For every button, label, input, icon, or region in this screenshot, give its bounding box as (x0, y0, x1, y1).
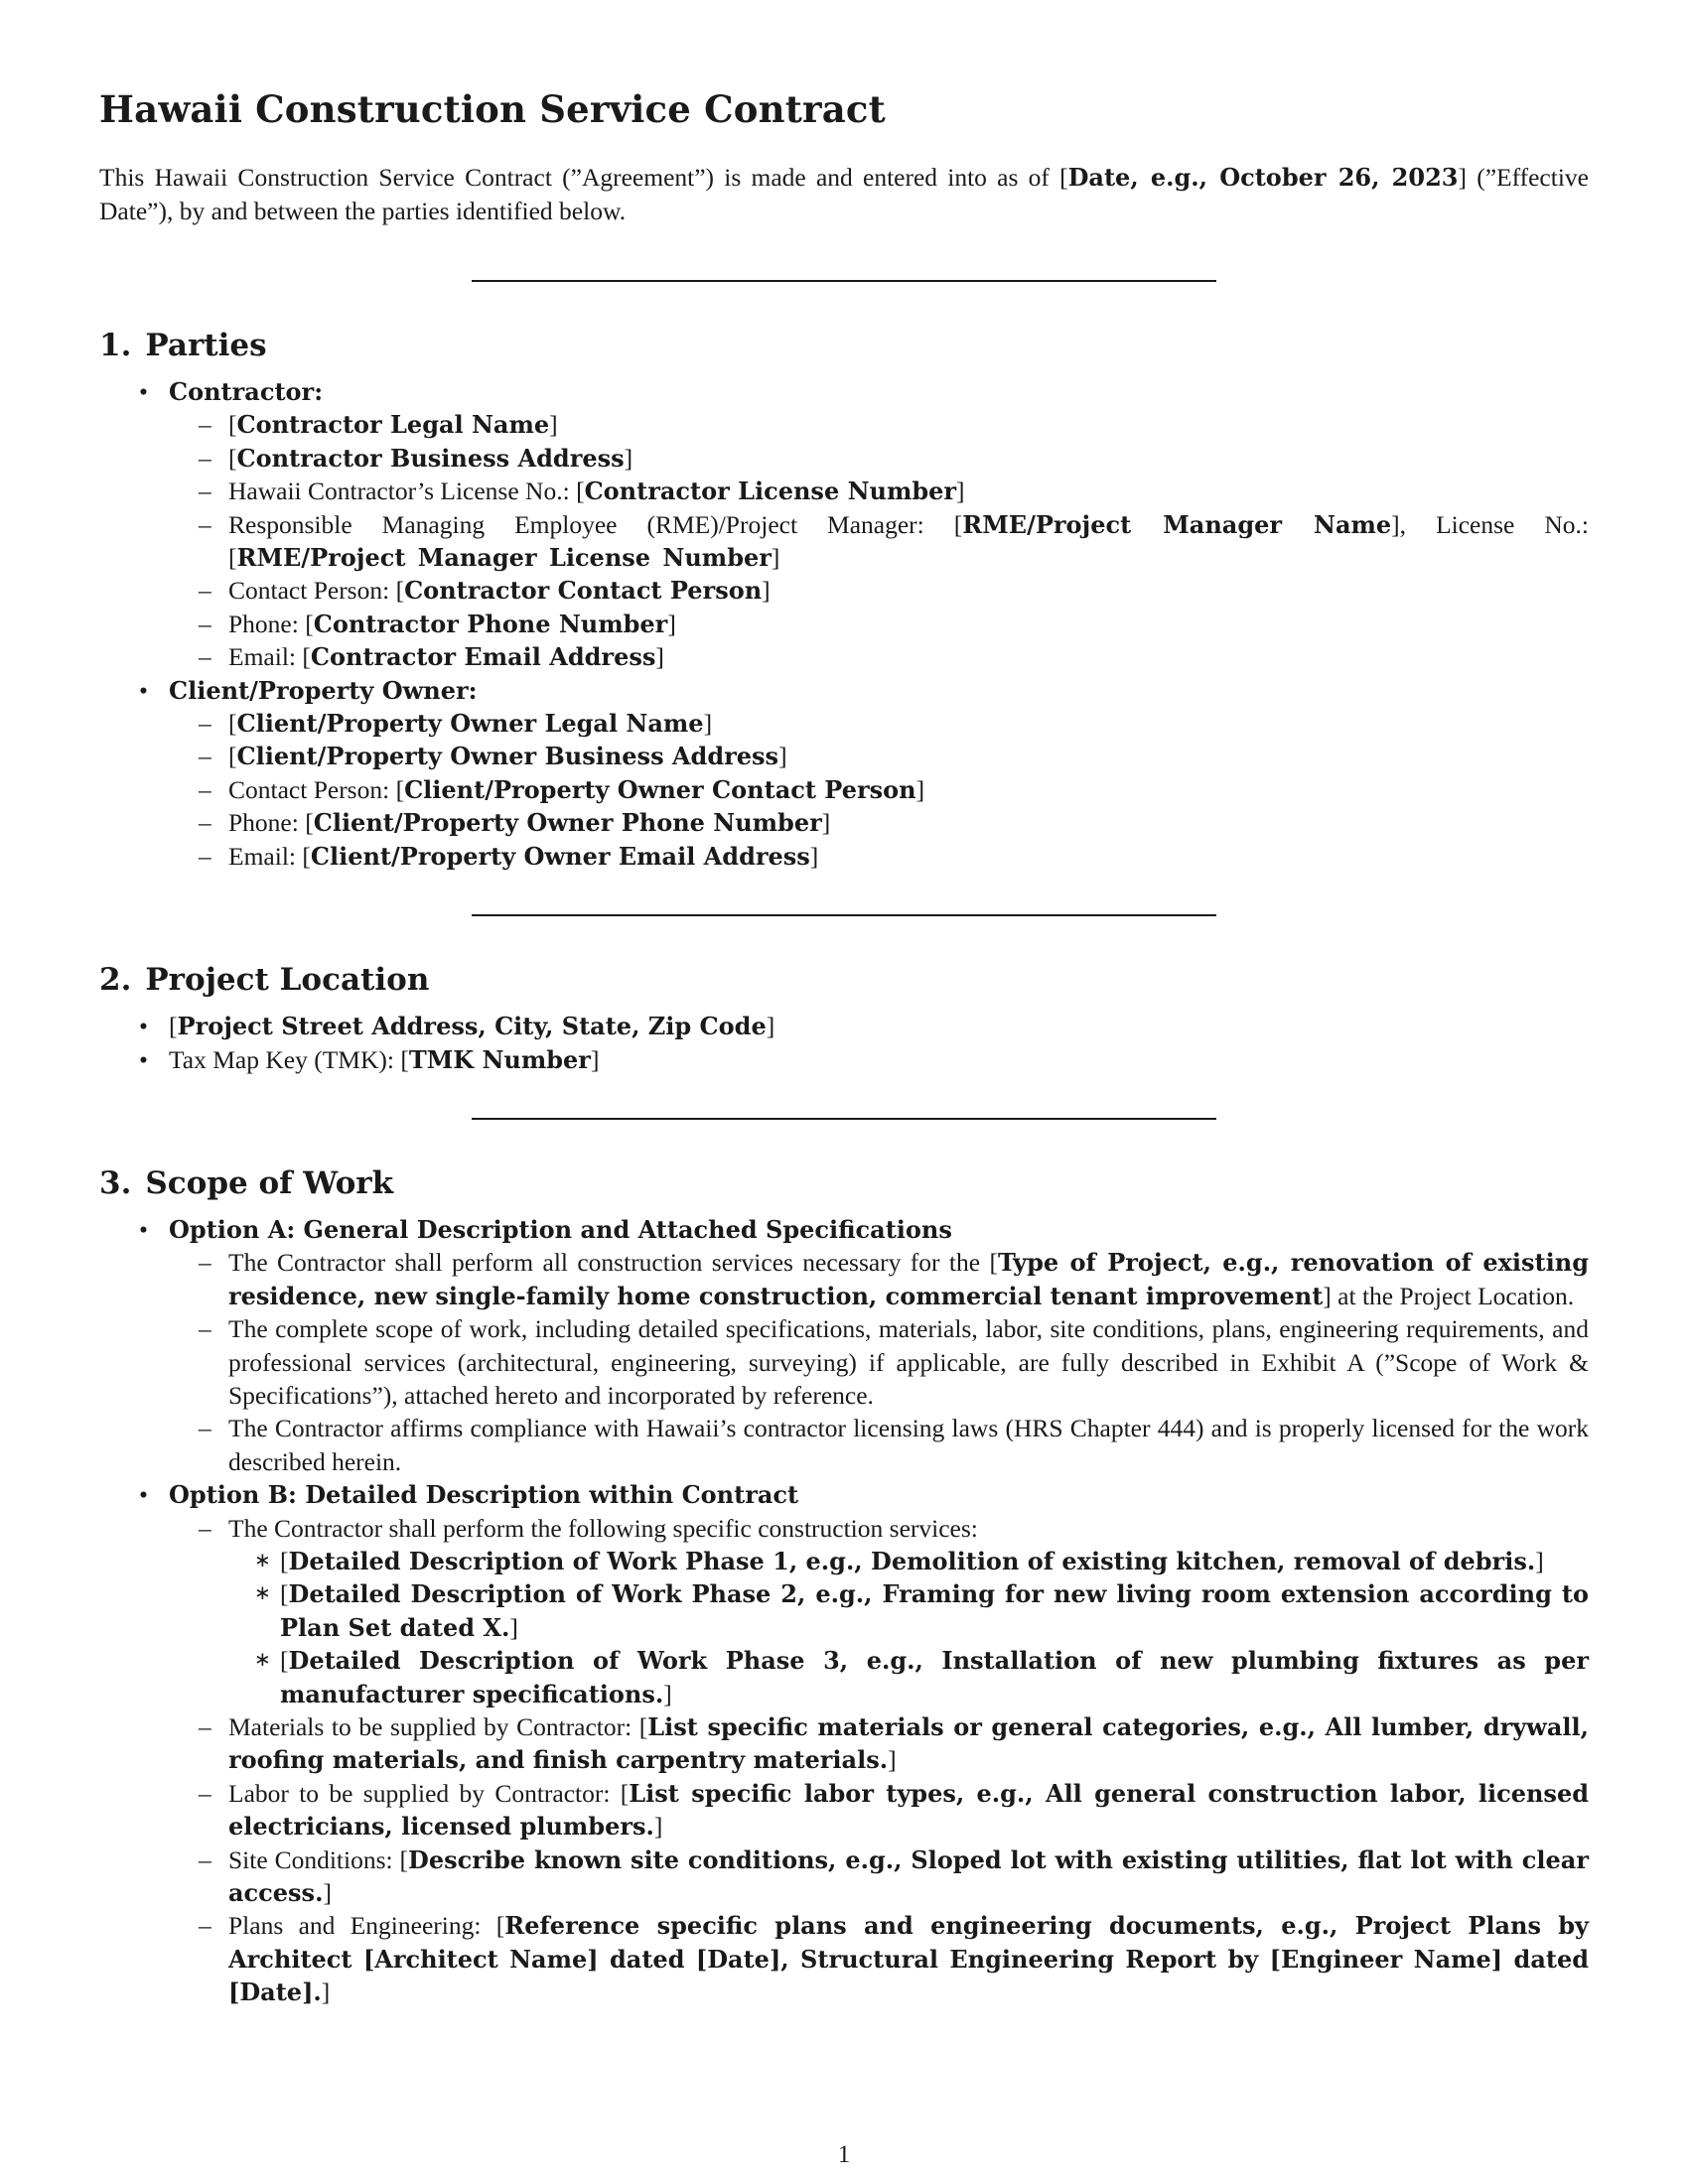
client-contact: – Contact Person: [Client/Property Owner Contact Person] (169, 773, 1589, 806)
work-phase-3: ∗ [Detailed Description of Work Phase 3, e.g., Installation of new plumbing fixtures as per manufacturer specifications.] (280, 1644, 1589, 1710)
client-item (99, 674, 1589, 873)
field-label: Email: (228, 841, 303, 871)
section-heading-location (99, 962, 1589, 998)
placeholder: Contractor Contact Person (404, 576, 763, 606)
contractor-label: Contractor: (169, 377, 324, 406)
field-label: Phone: (228, 808, 306, 838)
section-heading-scope (99, 1165, 1589, 1201)
option-b-intro (169, 1512, 1589, 1710)
section-number: 3. (99, 1164, 132, 1201)
work-phase-1: ∗ [Detailed Description of Work Phase 1, e.g., Demolition of existing kitchen, removal of debris.] (280, 1545, 1589, 1577)
client-details (169, 707, 1589, 873)
materials-item: – Materials to be supplied by Contractor: [List specific materials or general categories, e.g., All lumber, drywall, roofing materials, and finish carpentry materials.] (169, 1710, 1589, 1777)
placeholder: Client/Property Owner Email Address (310, 841, 810, 871)
client-phone: – Phone: [Client/Property Owner Phone Number] (169, 806, 1589, 839)
contractor-email: – Email: [Contractor Email Address] (169, 640, 1589, 673)
contractor-business-address: – [Contractor Business Address] (169, 442, 1589, 475)
body-text: The Contractor shall perform the following specific construction services: (228, 1513, 978, 1543)
location-list (99, 1010, 1589, 1076)
scope-list (99, 1213, 1589, 2009)
document-title: Hawaii Construction Service Contract (99, 87, 886, 131)
field-label: Labor to be supplied by Contractor: (228, 1778, 621, 1808)
contractor-rme: – Responsible Managing Employee (RME)/Project Manager: [RME/Project Manager Name], License No.: [RME/Project Manager License Number] (169, 508, 1589, 575)
placeholder: Contractor Business Address (236, 443, 625, 473)
field-label: Plans and Engineering: (228, 1911, 496, 1941)
placeholder: Contractor License Number (584, 477, 957, 506)
field-label: Materials to be supplied by Contractor: (228, 1712, 639, 1741)
placeholder: Reference specific plans and engineering documents, e.g., Project Plans by Architect [Architect Name] dated [Date], Structural Engineering Report by [Engineer Name] dated [Date]. (228, 1911, 1589, 2007)
client-email: – Email: [Client/Property Owner Email Address] (169, 840, 1589, 873)
work-phase-2: ∗ [Detailed Description of Work Phase 2, e.g., Framing for new living room extension according to Plan Set dated X.] (280, 1577, 1589, 1644)
contractor-phone: – Phone: [Contractor Phone Number] (169, 608, 1589, 640)
contractor-contact: – Contact Person: [Contractor Contact Person] (169, 574, 1589, 607)
option-b-label: Option B: Detailed Description within Contract (169, 1480, 799, 1510)
section-title: Project Location (145, 962, 430, 999)
placeholder: Contractor Phone Number (313, 609, 668, 638)
contractor-item (99, 375, 1589, 674)
section-divider (472, 1118, 1216, 1120)
field-label: Contact Person: (228, 576, 396, 606)
placeholder: Client/Property Owner Legal Name (236, 709, 704, 739)
field-label: Tax Map Key (TMK): (169, 1044, 401, 1074)
work-phases-list (228, 1545, 1589, 1710)
section-title: Scope of Work (145, 1164, 394, 1201)
option-a-item-1 (169, 1246, 1589, 1312)
placeholder: Contractor Legal Name (236, 410, 550, 440)
placeholder: TMK Number (408, 1044, 591, 1074)
field-label: Email: (228, 642, 303, 672)
placeholder: List specific materials or general categories, e.g., All lumber, drywall, roofing materials, and finish carpentry materials. (228, 1712, 1589, 1775)
section-heading-parties (99, 328, 1589, 363)
placeholder: Contractor Email Address (310, 642, 656, 672)
field-label: , License No.: (1399, 509, 1589, 539)
option-a-item-3: – The Contractor affirms compliance with Hawaii’s contractor licensing laws (HRS Chapter 444) and is properly licensed for the work described herein. (169, 1412, 1589, 1478)
section-title: Parties (145, 328, 267, 363)
placeholder: Project Street Address, City, State, Zip Code (177, 1012, 767, 1041)
field-label: Hawaii Contractor’s License No.: (228, 477, 577, 506)
page-number: 1 (837, 2141, 851, 2168)
option-a-label: Option A: General Description and Attached Specifications (169, 1214, 952, 1244)
client-business-address: – [Client/Property Owner Business Address] (169, 740, 1589, 772)
field-label: Site Conditions: (228, 1844, 400, 1874)
option-a-details (169, 1246, 1589, 1478)
effective-date-placeholder: Date, e.g., October 26, 2023 (1067, 163, 1459, 192)
section-number: 1. (99, 328, 132, 363)
project-tmk: • Tax Map Key (TMK): [TMK Number] (99, 1043, 1589, 1076)
plans-engineering-item: – Plans and Engineering: [Reference specific plans and engineering documents, e.g., Project Plans by Architect [Architect Name] dated [Date], Structural Engineering Report by [Engineer Name] dated [Date].] (169, 1909, 1589, 2008)
parties-list (99, 375, 1589, 873)
placeholder: Detailed Description of Work Phase 2, e.g., Framing for new living room extension according to Plan Set dated X. (280, 1579, 1589, 1642)
placeholder: Client/Property Owner Business Address (236, 742, 779, 771)
section-divider (472, 914, 1216, 916)
option-b (99, 1478, 1589, 2009)
option-a-item-2: – The complete scope of work, including detailed specifications, materials, labor, site conditions, plans, engineering requirements, and professional services (architectural, engineering, surveying) if applicable, are fully described in Exhibit A (”Scope of Work & Specifications”), attached hereto and incorporated by reference. (169, 1312, 1589, 1412)
client-legal-name: – [Client/Property Owner Legal Name] (169, 707, 1589, 740)
body-text: The Contractor shall perform all construction services necessary for the [ (228, 1248, 998, 1278)
option-a (99, 1213, 1589, 1478)
section-number: 2. (99, 962, 132, 999)
contractor-details (169, 408, 1589, 673)
contractor-license: – Hawaii Contractor’s License No.: [Contractor License Number] (169, 475, 1589, 507)
intro-text-2: ] (”Effective Date”), by and between the parties identified below. (99, 163, 1589, 225)
placeholder: Detailed Description of Work Phase 3, e.g., Installation of new plumbing fixtures as per manufacturer specifications. (280, 1646, 1589, 1708)
placeholder: Detailed Description of Work Phase 1, e.g., Demolition of existing kitchen, removal of debris. (288, 1546, 1536, 1575)
option-b-details (169, 1512, 1589, 2009)
field-label: Contact Person: (228, 774, 396, 804)
labor-item: – Labor to be supplied by Contractor: [List specific labor types, e.g., All general construction labor, licensed electricians, licensed plumbers.] (169, 1777, 1589, 1843)
placeholder: Client/Property Owner Phone Number (313, 808, 822, 838)
placeholder: Describe known site conditions, e.g., Sloped lot with existing utilities, flat lot with clear access. (228, 1844, 1589, 1908)
client-label: Client/Property Owner: (169, 675, 478, 705)
site-conditions-item: – Site Conditions: [Describe known site conditions, e.g., Sloped lot with existing utilities, flat lot with clear access.] (169, 1843, 1589, 1910)
body-text: ] at the Project Location. (1323, 1281, 1575, 1310)
intro-paragraph (99, 161, 1589, 228)
intro-text-1: This Hawaii Construction Service Contract (”Agreement”) is made and entered into as of [ (99, 163, 1068, 192)
field-label: Responsible Managing Employee (RME)/Project Manager: (228, 509, 954, 539)
placeholder: RME/Project Manager Name (962, 509, 1392, 539)
placeholder: Type of Project, e.g., renovation of existing residence, new single-family home construction, commercial tenant improvement (228, 1248, 1589, 1310)
placeholder: List specific labor types, e.g., All general construction labor, licensed electricians, licensed plumbers. (228, 1778, 1589, 1842)
placeholder: RME/Project Manager License Number (236, 543, 772, 573)
contractor-legal-name: – [Contractor Legal Name] (169, 408, 1589, 441)
project-address: • [Project Street Address, City, State, Zip Code] (99, 1010, 1589, 1042)
section-divider (472, 280, 1216, 282)
placeholder: Client/Property Owner Contact Person (404, 774, 916, 804)
field-label: Phone: (228, 609, 306, 638)
